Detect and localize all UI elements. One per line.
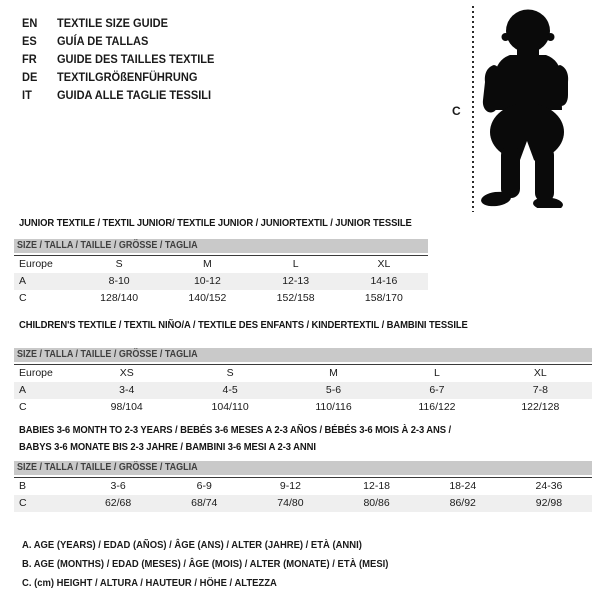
size-table-children [14,348,592,416]
language-code: ES [22,34,37,48]
table-row-europe [14,256,428,273]
height-cell: 80/86 [363,497,390,509]
size-header-label: SIZE / TALLA / TAILLE / GRÖSSE / TAGLIA [17,462,198,473]
height-cell: 152/158 [276,292,315,304]
section-title-line1: BABIES 3-6 MONTH TO 2-3 YEARS / BEBÉS 3-6 MESES A 2-3 AÑOS / BÉBÉS 3-6 MOIS À 2-3 ANS / [19,424,452,436]
section-title-line2: BABYS 3-6 MONATE BIS 2-3 JAHRE / BAMBINI 3-6 MESI A 2-3 ANNI [19,440,316,453]
age-cell: 5-6 [325,384,342,396]
section-title-children: CHILDREN'S TEXTILE / TEXTIL NIÑO/A / TEXTILE DES ENFANTS / KINDERTEXTIL / BAMBINI TESSILE [19,319,468,331]
age-cell: 8-10 [108,275,130,287]
months-cell: 24-36 [535,480,563,492]
row-label: Europe [19,367,53,379]
age-cell: 3-4 [119,384,135,396]
language-code: IT [22,88,32,102]
table-row-height [14,399,592,416]
section-title-junior: JUNIOR TEXTILE / TEXTIL JUNIOR/ TEXTILE JUNIOR / JUNIORTEXTIL / JUNIOR TESSILE [19,217,412,229]
row-label: Europe [19,258,53,270]
language-guide-list [22,14,214,104]
size-header-bar [14,461,592,475]
table-row-europe [14,365,592,382]
table-row-months [14,478,592,495]
age-cell: 10-12 [193,275,221,287]
row-label: B [19,480,27,492]
age-cell: 6-7 [429,384,445,396]
table-rows [14,477,592,512]
height-cell: 62/68 [104,497,132,509]
months-cell: 9-12 [279,480,301,492]
size-table-babies [14,461,592,512]
table-row-height [14,495,592,512]
height-cell: 140/152 [188,292,227,304]
height-cell: 98/104 [110,401,143,413]
language-row-es [22,32,214,50]
legend-line-age-years: A. AGE (YEARS) / EDAD (AÑOS) / ÂGE (ANS) / ALTER (JAHRE) / ETÀ (ANNI) [22,539,362,551]
size-header-bar [14,348,592,362]
size-cell: M [329,367,338,379]
size-cell: XS [119,367,134,379]
size-cell: S [226,367,234,379]
age-cell: 4-5 [222,384,238,396]
height-measure-label: C [452,104,461,118]
guide-title: GUIDE DES TAILLES TEXTILE [56,52,215,66]
height-cell: 110/116 [315,401,352,413]
measurement-legend [22,536,388,593]
language-row-it [22,86,214,104]
legend-line-height: C. (cm) HEIGHT / ALTURA / HAUTEUR / HÖHE / ALTEZZA [22,577,277,589]
guide-title: TEXTILE SIZE GUIDE [56,16,168,30]
height-cell: 74/80 [277,497,304,509]
guide-title: TEXTILGRÖßENFÜHRUNG [56,70,198,84]
age-cell: 7-8 [532,384,548,396]
height-measure-dotted-line [472,6,474,212]
size-table-junior [14,239,428,307]
table-rows [14,255,428,307]
row-label: C [19,292,27,304]
size-cell: M [203,258,212,270]
height-cell: 68/74 [191,497,218,509]
table-row-age [14,273,428,290]
height-cell: 122/128 [521,401,560,413]
size-cell: XL [533,367,547,379]
height-cell: 104/110 [211,401,249,413]
language-row-fr [22,50,214,68]
guide-title: GUIDA ALLE TAGLIE TESSILI [56,88,212,102]
months-cell: 6-9 [196,480,212,492]
legend-line-age-months: B. AGE (MONTHS) / EDAD (MESES) / ÂGE (MOIS) / ALTER (MONATE) / ETÀ (MESI) [22,558,389,570]
table-row-height [14,290,428,307]
row-label: A [19,384,27,396]
months-cell: 18-24 [449,480,477,492]
guide-title: GUÍA DE TALLAS [56,34,149,48]
months-cell: 3-6 [110,480,126,492]
size-header-bar [14,239,428,253]
months-cell: 12-18 [363,480,391,492]
language-code: DE [22,70,38,84]
height-cell: 92/98 [535,497,563,509]
size-cell: S [115,258,123,270]
row-label: A [19,275,27,287]
height-cell: 158/170 [364,292,403,304]
size-header-label: SIZE / TALLA / TAILLE / GRÖSSE / TAGLIA [17,240,198,251]
size-cell: L [434,367,440,379]
height-cell: 116/122 [418,401,456,413]
size-header-label: SIZE / TALLA / TAILLE / GRÖSSE / TAGLIA [17,349,198,360]
table-row-age [14,382,592,399]
age-cell: 12-13 [282,275,310,287]
size-cell: XL [377,258,391,270]
size-cell: L [292,258,299,270]
section-title-babies [19,422,451,455]
language-code: EN [22,16,38,30]
language-code: FR [22,52,37,66]
row-label: C [19,401,27,413]
language-row-de [22,68,214,86]
age-cell: 14-16 [370,275,398,287]
language-row-en [22,14,214,32]
baby-silhouette-icon [480,8,570,208]
height-cell: 128/140 [100,292,139,304]
height-cell: 86/92 [449,497,476,509]
row-label: C [19,497,27,509]
table-rows [14,364,592,416]
